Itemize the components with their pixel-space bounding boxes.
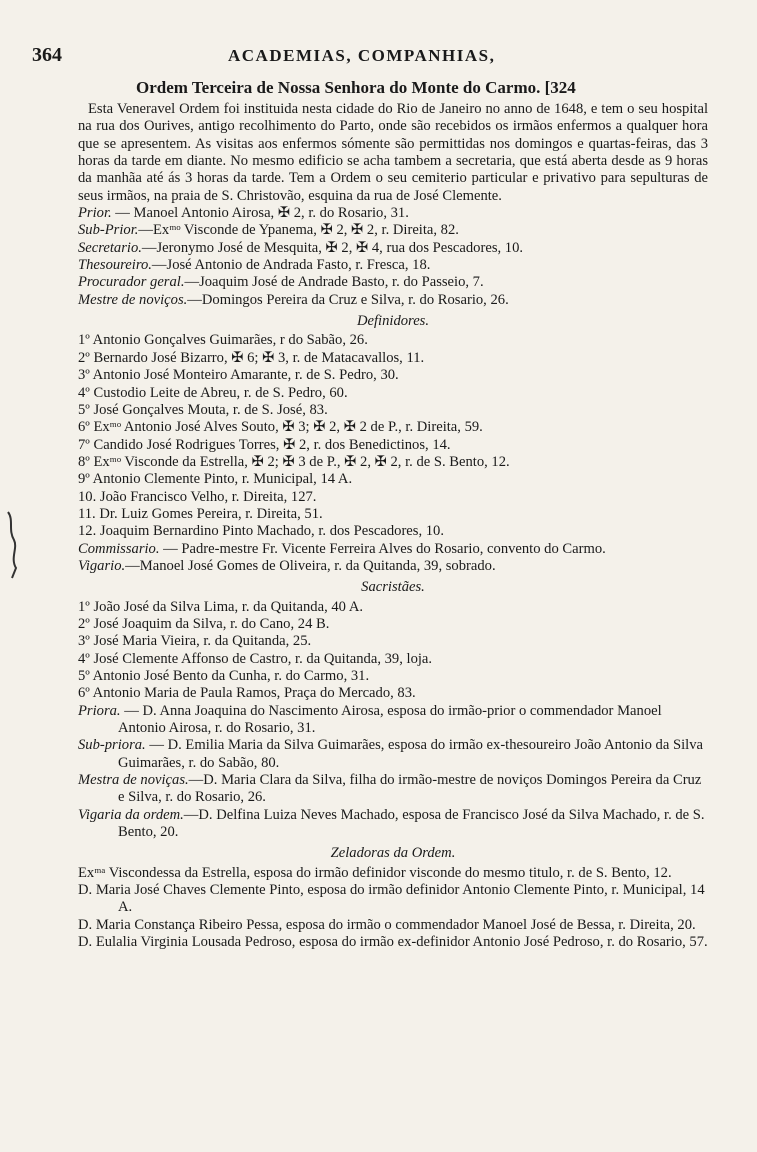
list-item: 3º Antonio José Monteiro Amarante, r. de S. Pedro, 30. (78, 367, 399, 384)
sacristaes-list (78, 599, 708, 703)
intro-paragraph: Esta Veneravel Ordem foi instituida nesta cidade do Rio de Janeiro no anno de 1648, e tem o seu hospital na rua dos Ourives, antigo recolhimento do Parto, onde são recebidos os irmãos enfermos a qualquer hora que se apresentem. As visitas aos enfermos sómente são permittidas nos domingos e quartas-feiras, das 3 horas da tarde em diante. No mesmo edificio se acha tambem a secretaria, que está aberta desde as 9 horas da manhãa até ás 3 horas da tarde. Tem a Ordem o seu cemiterio particular e privativo para sepulturas de seus irmãos, na praia de S. Christovão, esquina da rua de José Clemente. (78, 101, 708, 204)
officer-line: Thesoureiro.—José Antonio de Andrada Fasto, r. Fresca, 18. (78, 257, 431, 274)
list-item: 4º Custodio Leite de Abreu, r. de S. Pedro, 60. (78, 384, 348, 401)
officer-line: Prior. — Manoel Antonio Airosa, ✠ 2, r. do Rosario, 31. (78, 205, 409, 222)
officer-line: Mestra de noviças.—D. Maria Clara da Silva, filha do irmão-mestre de noviços Domingos Pereira da Cruz e Silva, r. do Rosario, 26. (78, 772, 702, 806)
list-item: 2º José Joaquim da Silva, r. do Cano, 24 B. (78, 615, 330, 632)
list-item: 7º Candido José Rodrigues Torres, ✠ 2, r. dos Benedictinos, 14. (78, 436, 451, 453)
list-item: 6º Antonio Maria de Paula Ramos, Praça do Mercado, 83. (78, 685, 416, 702)
list-item: 5º Antonio José Bento da Cunha, r. do Carmo, 31. (78, 668, 370, 684)
officer-line: Procurador geral.—Joaquim José de Andrade Basto, r. do Passeio, 7. (78, 274, 484, 291)
list-item: D. Eulalia Virginia Lousada Pedroso, esposa do irmão ex-definidor Antonio José Pedroso, r. do Rosario, 57. (78, 934, 708, 951)
margin-bracket-mark (4, 510, 24, 590)
main-text (78, 101, 708, 952)
list-item: Exᵐᵃ Viscondessa da Estrella, esposa do irmão definidor visconde do mesmo titulo, r. de S. Bento, 12. (78, 864, 672, 881)
zeladoras-heading: Zeladoras da Ordem. (330, 845, 456, 862)
sacristaes-heading: Sacristães. (361, 579, 425, 596)
women-officers-list (78, 703, 708, 842)
list-item: 1º João José da Silva Lima, r. da Quitanda, 40 A. (78, 598, 364, 615)
vigario-line: Vigario.—Manoel José Gomes de Oliveira, r. da Quitanda, 39, sobrado. (78, 557, 496, 574)
list-item: D. Maria José Chaves Clemente Pinto, esposa do irmão definidor Antonio Clemente Pinto, r. Municipal, 14 A. (78, 882, 705, 916)
zeladoras-list (78, 865, 708, 952)
list-item: 2º Bernardo José Bizarro, ✠ 6; ✠ 3, r. de Matacavallos, 11. (78, 349, 425, 366)
officers-list (78, 205, 708, 309)
list-item: 5º José Gonçalves Mouta, r. de S. José, 83. (78, 401, 328, 418)
commissario-line: Commissario. — Padre-mestre Fr. Vicente Ferreira Alves do Rosario, convento do Carmo. (78, 540, 606, 557)
list-item: 9º Antonio Clemente Pinto, r. Municipal, 14 A. (78, 471, 353, 488)
list-item: D. Maria Constança Ribeiro Pessa, esposa do irmão o commendador Manoel José de Bessa, r. Direita, 20. (78, 916, 696, 933)
list-item: 8º Exᵐᵒ Visconde da Estrella, ✠ 2; ✠ 3 de P., ✠ 2, ✠ 2, r. de S. Bento, 12. (78, 453, 510, 470)
officer-line: Sub-priora. — D. Emilia Maria da Silva Guimarães, esposa do irmão ex-thesoureiro João Antonio da Silva Guimarães, r. do Sabão, 80. (78, 737, 703, 771)
definidores-list (78, 332, 708, 540)
officer-line: Secretario.—Jeronymo José de Mesquita, ✠ 2, ✠ 4, rua dos Pescadores, 10. (78, 239, 524, 256)
list-item: 12. Joaquim Bernardino Pinto Machado, r. dos Pescadores, 10. (78, 523, 445, 540)
list-item: 3º José Maria Vieira, r. da Quitanda, 25. (78, 633, 312, 650)
page-number: 364 (32, 44, 62, 66)
officer-line: Vigaria da ordem.—D. Delfina Luiza Neves Machado, esposa de Francisco José da Silva Machado, r. de S. Bento, 20. (78, 806, 705, 841)
officer-line: Sub-Prior.—Exᵐᵒ Visconde de Ypanema, ✠ 2, ✠ 2, r. Direita, 82. (78, 222, 459, 239)
running-header: ACADEMIAS, COMPANHIAS, (228, 46, 496, 65)
list-item: 6º Exᵐᵒ Antonio José Alves Souto, ✠ 3; ✠ 2, ✠ 2 de P., r. Direita, 59. (78, 419, 483, 436)
officer-line: Priora. — D. Anna Joaquina do Nascimento Airosa, esposa do irmão-prior o commendador Manoel Antonio Airosa, r. do Rosario, 31. (78, 702, 662, 737)
section-title: Ordem Terceira de Nossa Senhora do Monte do Carmo. [324 (136, 78, 576, 97)
list-item: 10. João Francisco Velho, r. Direita, 127. (78, 488, 317, 505)
list-item: 11. Dr. Luiz Gomes Pereira, r. Direita, 51. (78, 505, 323, 522)
definidores-heading: Definidores. (356, 313, 429, 330)
list-item: 1º Antonio Gonçalves Guimarães, r do Sabão, 26. (78, 332, 368, 349)
officer-line: Mestre de noviços.—Domingos Pereira da Cruz e Silva, r. do Rosario, 26. (78, 291, 509, 308)
bracket-icon (4, 510, 24, 580)
list-item: 4º José Clemente Affonso de Castro, r. da Quitanda, 39, loja. (78, 650, 433, 667)
